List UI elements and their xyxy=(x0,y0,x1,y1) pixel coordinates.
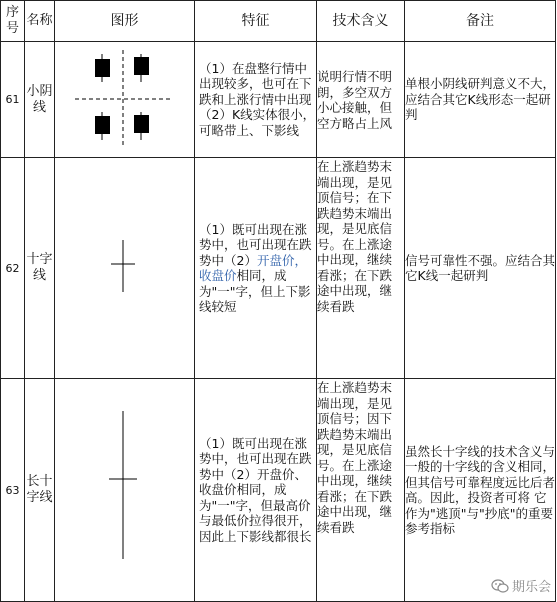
row-num: 63 xyxy=(1,379,25,602)
feature-text-post: 相同，成为"一"字，但上下影线较短 xyxy=(199,268,311,314)
header-tech: 技术含义 xyxy=(317,1,405,42)
row-note: 虽然长十字线的技术含义与一般的十字线的含义相同，但其信号可靠程度远比后者高。因此，投资者可将 它作为"逃顶"与"抄底"的重要参考指标 xyxy=(405,379,556,602)
row-feature xyxy=(195,379,317,602)
row-num: 61 xyxy=(1,42,25,158)
four-small-bearish-candles-icon xyxy=(55,42,195,157)
row-name: 长十字线 xyxy=(25,379,55,602)
row-note: 信号可靠性不强。应结合其它K线一起研判 xyxy=(405,158,556,379)
header-name: 名称 xyxy=(25,1,55,42)
row-feature xyxy=(195,42,317,158)
header-feature: 特征 xyxy=(195,1,317,42)
header-note: 备注 xyxy=(405,1,556,42)
row-note: 单根小阴线研判意义不大，应结合其它K线形态一起研判 xyxy=(405,42,556,158)
short-cross-doji-icon xyxy=(55,158,195,378)
row-name: 十字线 xyxy=(25,158,55,379)
row-name: 小阴线 xyxy=(25,42,55,158)
table-row xyxy=(1,379,556,602)
header-num: 序号 xyxy=(1,1,25,42)
header-row xyxy=(1,1,556,42)
row-tech: 在上涨趋势末端出现，是见顶信号；因下跌趋势末端出现，是见底信号。在上涨途中出现，继续看涨；在下跌途中出现，继续看跌 xyxy=(317,379,405,602)
watermark-text: 期乐会 xyxy=(511,580,551,595)
feature-text-pre: （1）既可出现在涨势中，也可出现在跌势中（2） xyxy=(199,221,312,268)
feature-text: （1）既可出现在涨势中，也可出现在跌势中（2）开盘价、收盘价相同，成为"一"字，但最高价与最低价拉得很开，因此上下影线都很长 xyxy=(199,435,312,544)
row-tech: 说明行情不明朗，多空双方小心接触，但空方略占上风 xyxy=(317,42,405,158)
row-figure xyxy=(55,42,195,158)
watermark xyxy=(491,576,551,595)
table-row xyxy=(1,42,556,158)
feature-text-highlight: 开盘价，收盘价 xyxy=(199,252,307,283)
feature-text: （1）在盘整行情中出现较多，也可在下跌和上涨行情中出现（2）K线实体很小，可略带上、下影线 xyxy=(199,60,316,138)
row-tech: 在上涨趋势末端出现，是见顶信号；在下跌趋势末端出现，是见底信号。在上涨途中出现，继续看涨；在下跌途中出现，继续看跌 xyxy=(317,158,405,379)
wechat-icon xyxy=(491,579,509,593)
row-figure xyxy=(55,379,195,602)
header-figure: 图形 xyxy=(55,1,195,42)
row-feature xyxy=(195,158,317,379)
row-figure xyxy=(55,158,195,379)
long-cross-doji-icon xyxy=(55,379,195,601)
row-num: 62 xyxy=(1,158,25,379)
table-row xyxy=(1,158,556,379)
